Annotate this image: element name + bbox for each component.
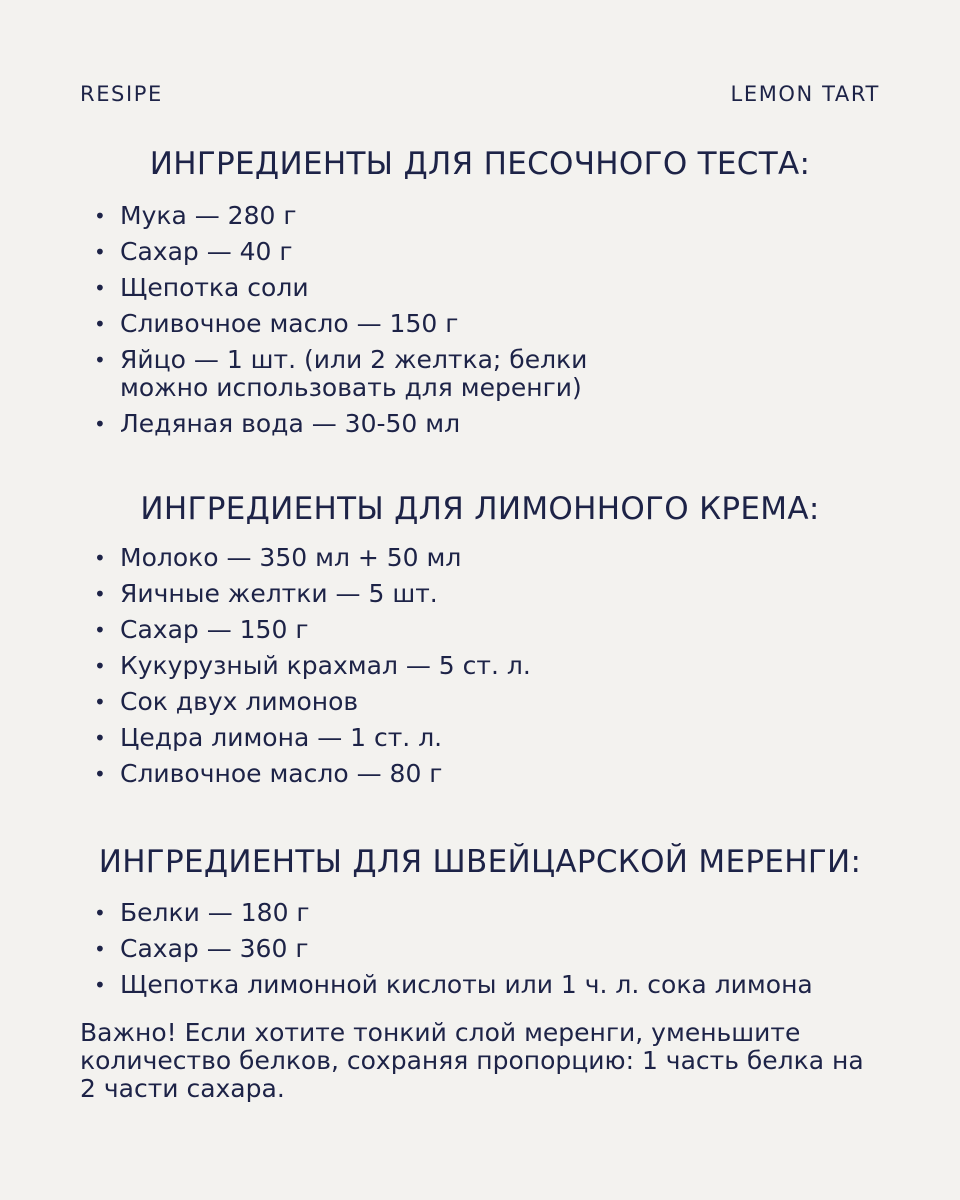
section-dough (0, 144, 960, 438)
brand-label: RESIPE (80, 82, 163, 106)
ingredient-text: Кукурузный крахмал — 5 ст. л. (120, 651, 531, 680)
ingredient-text: Щепотка лимонной кислоты или 1 ч. л. сока лимона (120, 970, 813, 999)
list-item (94, 310, 894, 338)
ingredient-text: Сливочное масло — 150 г (120, 309, 459, 338)
list-item (94, 544, 894, 572)
list-item (94, 935, 894, 963)
section-lemon-cream (0, 489, 960, 788)
bullet-icon: • (94, 690, 106, 714)
bullet-icon: • (94, 582, 106, 606)
list-item (94, 971, 894, 999)
ingredient-text: Яичные желтки — 5 шт. (120, 579, 438, 608)
page-header (80, 81, 880, 107)
ingredient-text: Мука — 280 г (120, 201, 297, 230)
section-title-dough: ИНГРЕДИЕНТЫ ДЛЯ ПЕСОЧНОГО ТЕСТА: (149, 146, 811, 182)
bullet-icon: • (94, 762, 106, 786)
ingredient-text: Сок двух лимонов (120, 687, 359, 716)
ingredient-list-dough (94, 202, 894, 446)
ingredient-text: Сахар — 150 г (120, 615, 309, 644)
list-item (94, 616, 894, 644)
list-item (94, 410, 894, 438)
list-item (94, 688, 894, 716)
list-item (94, 274, 894, 302)
ingredient-list-lemon-cream (94, 544, 894, 796)
ingredient-text: Ледяная вода — 30-50 мл (120, 409, 461, 438)
list-item (94, 899, 894, 927)
bullet-icon: • (94, 204, 106, 228)
bullet-icon: • (94, 726, 106, 750)
bullet-icon: • (94, 240, 106, 264)
ingredient-text: Сахар — 360 г (120, 934, 309, 963)
ingredient-text: Сахар — 40 г (120, 237, 293, 266)
list-item (94, 760, 894, 788)
list-item (94, 238, 894, 266)
bullet-icon: • (94, 312, 106, 336)
list-item (94, 346, 680, 402)
ingredient-text: Щепотка соли (120, 273, 309, 302)
bullet-icon: • (94, 546, 106, 570)
bullet-icon: • (94, 937, 106, 961)
bullet-icon: • (94, 618, 106, 642)
list-item (94, 724, 894, 752)
list-item (94, 652, 894, 680)
section-title-lemon-cream: ИНГРЕДИЕНТЫ ДЛЯ ЛИМОННОГО КРЕМА: (140, 491, 820, 527)
ingredient-text: Яйцо — 1 шт. (или 2 желтка; белки можно использовать для меренги) (120, 345, 588, 402)
recipe-title: LEMON TART (730, 82, 880, 106)
bullet-icon: • (94, 276, 106, 300)
list-item (94, 580, 894, 608)
section-meringue (0, 842, 960, 999)
bullet-icon: • (94, 654, 106, 678)
ingredient-list-meringue (94, 899, 894, 1007)
bullet-icon: • (94, 412, 106, 436)
ingredient-text: Белки — 180 г (120, 898, 310, 927)
list-item (94, 202, 894, 230)
section-title-meringue: ИНГРЕДИЕНТЫ ДЛЯ ШВЕЙЦАРСКОЙ МЕРЕНГИ: (98, 844, 862, 880)
bullet-icon: • (94, 973, 106, 997)
ingredient-text: Молоко — 350 мл + 50 мл (120, 543, 462, 572)
ingredient-text: Сливочное масло — 80 г (120, 759, 443, 788)
important-note: Важно! Если хотите тонкий слой меренги, уменьшите количество белков, сохраняя пропорцию: 1 часть белка на 2 части сахара. (80, 1018, 864, 1103)
bullet-icon: • (94, 348, 106, 372)
ingredient-text: Цедра лимона — 1 ст. л. (120, 723, 443, 752)
bullet-icon: • (94, 901, 106, 925)
